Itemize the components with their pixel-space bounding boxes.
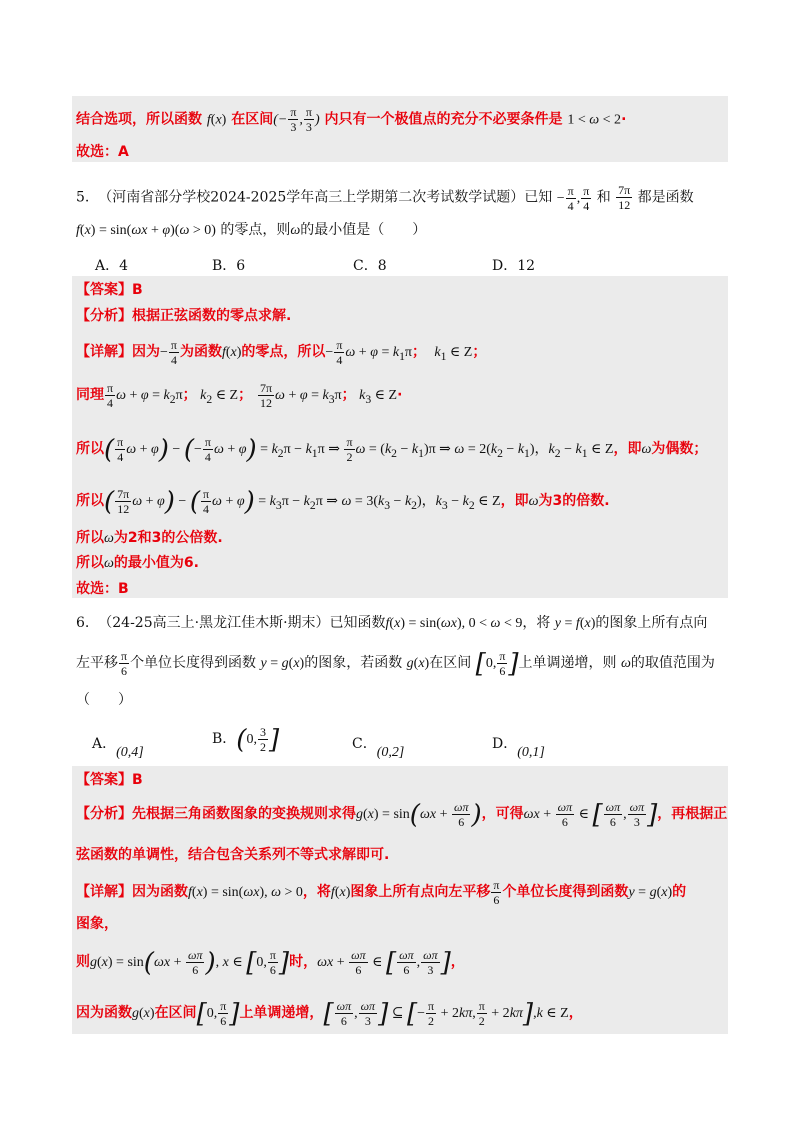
- q5-answer: 【答案】B: [76, 282, 143, 298]
- q6-answer: 【答案】B: [76, 772, 143, 788]
- q5-min-value: 所以ω的最小值为6.: [76, 555, 199, 571]
- q5-option-b[interactable]: B．6: [212, 258, 246, 274]
- q6-detail-line1: 【详解】因为函数f(x) = sin(ωx), ω > 0，将f(x)图象上所有点向左平移 $\frac{\pi}{6}$ 个单位长度得到函数y = g(x)的: [76, 877, 687, 907]
- q6-option-a[interactable]: A．(0,4]: [92, 736, 144, 760]
- q5-detail-line4: 所以( $\frac{7\pi}{12}$ ω + φ) − ( $\frac{\pi}{4}$ $\omega + \varphi) = k_3\pi - k_2\pi$ ⇒ $\omega = 3(k_3 - k_2)$，$k_3 - k_2$ ∈ Z，即ω为3的倍数.: [76, 486, 610, 517]
- previous-conclusion: 结合选项，所以函数 f(x) 在区间(− $\frac{\pi}{3}$ , $\frac{\pi}{3}$ ) 内只有一个极值点的充分不必要条件是 1 < ω < 2·: [76, 105, 627, 134]
- q5-stem-line2: f(x) = sin(ωx + φ)(ω > 0) 的零点，则ω的最小值是（ ）: [76, 222, 427, 238]
- q6-stem-line2: 左平移 $\frac{\pi}{6}$ 个单位长度得到函数 y = g(x)的图象，若函数 g(x)在区间 [0, $\frac{\pi}{6}$ ]上单调递增，则 ω的取值范围为: [76, 648, 715, 679]
- q6-analysis-line2: 弦函数的单调性，结合包含关系列不等式求解即可.: [76, 847, 390, 863]
- q6-analysis-line1: 【分析】先根据三角函数图象的变换规则求得g(x) = sin(ωx + $\frac{\omega\pi}{6}$ )，可得ωx + $\frac{\omega\pi}{6}$ ∈ [ $\frac{\omega\pi}{6}$ , $\frac{\omega\pi}{3}$ ]，再根据正: [76, 799, 728, 830]
- q6-detail-line4: 因为函数g(x)在区间[0, $\frac{\pi}{6}$ ]上单调递增，[ $\frac{\omega\pi}{6}$ , $\frac{\omega\pi}{3}$ ] ⊆ [− $\frac{\pi}{2}$ + 2kπ, $\frac{\pi}{2}$ + 2kπ],k ∈ Z，: [76, 998, 583, 1029]
- previous-choice: 故选：A: [76, 144, 129, 160]
- q5-option-d[interactable]: D．12: [492, 258, 536, 274]
- q6-option-d[interactable]: D．(0,1]: [492, 736, 545, 760]
- q5-stem-line1: 5. （河南省部分学校2024-2025学年高三上学期第二次考试数学试题）已知 − $\frac{\pi}{4}$ , $\frac{\pi}{4}$ 和 $\frac{7\pi}{12}$ 都是函数: [76, 183, 694, 213]
- q6-detail-line2: 图象，: [76, 916, 118, 932]
- q6-detail-line3: 则g(x) = sin(ωx + $\frac{\omega\pi}{6}$ ), x ∈ [0, $\frac{\pi}{6}$ ]时，ωx + $\frac{\omega\pi}{6}$ ∈ [ $\frac{\omega\pi}{6}$ , $\frac{\omega\pi}{3}$ ]，: [76, 947, 465, 978]
- q5-common-multiple: 所以ω为2和3的公倍数.: [76, 530, 223, 546]
- q6-option-b[interactable]: B．(0, $\frac{3}{2}$ ]: [212, 724, 280, 755]
- q6-stem-line1: 6. （24-25高三上·黑龙江佳木斯·期末）已知函数f(x) = sin(ωx), 0 < ω < 9，将 y = f(x)的图象上所有点向: [76, 615, 708, 631]
- q5-detail-line2: 同理 $\frac{\pi}{4}$ $\omega + \varphi = k_2\pi$； $k_2$ ∈ Z； $\frac{7\pi}{12}$ $\omega + \varphi = k_3\pi$； $k_3$ ∈ Z·: [76, 381, 403, 411]
- q5-detail-line1: 【详解】因为− $\frac{\pi}{4}$ 为函数f(x)的零点，所以− $\frac{\pi}{4}$ $\omega + \varphi = k_1\pi$； $k_1$ ∈ Z；: [76, 338, 487, 368]
- q6-option-c[interactable]: C．(0,2]: [352, 736, 405, 760]
- q6-paren: （ ）: [76, 692, 132, 708]
- q5-option-c[interactable]: C．8: [353, 258, 387, 274]
- q5-detail-line3: 所以( $\frac{\pi}{4}$ ω + φ) − (− $\frac{\pi}{4}$ $\omega + \varphi) = k_2\pi - k_1\pi$ ⇒ $\frac{\pi}{2}$ $\omega = (k_2 - k_1)\pi$ ⇒ $\omega = 2(k_2 - k_1)$，$k_2 - k_1$ ∈ Z，即ω为偶数；: [76, 434, 708, 465]
- q5-choice: 故选：B: [76, 581, 129, 597]
- q5-option-a[interactable]: A．4: [95, 258, 129, 274]
- q5-analysis: 【分析】根据正弦函数的零点求解.: [76, 308, 292, 324]
